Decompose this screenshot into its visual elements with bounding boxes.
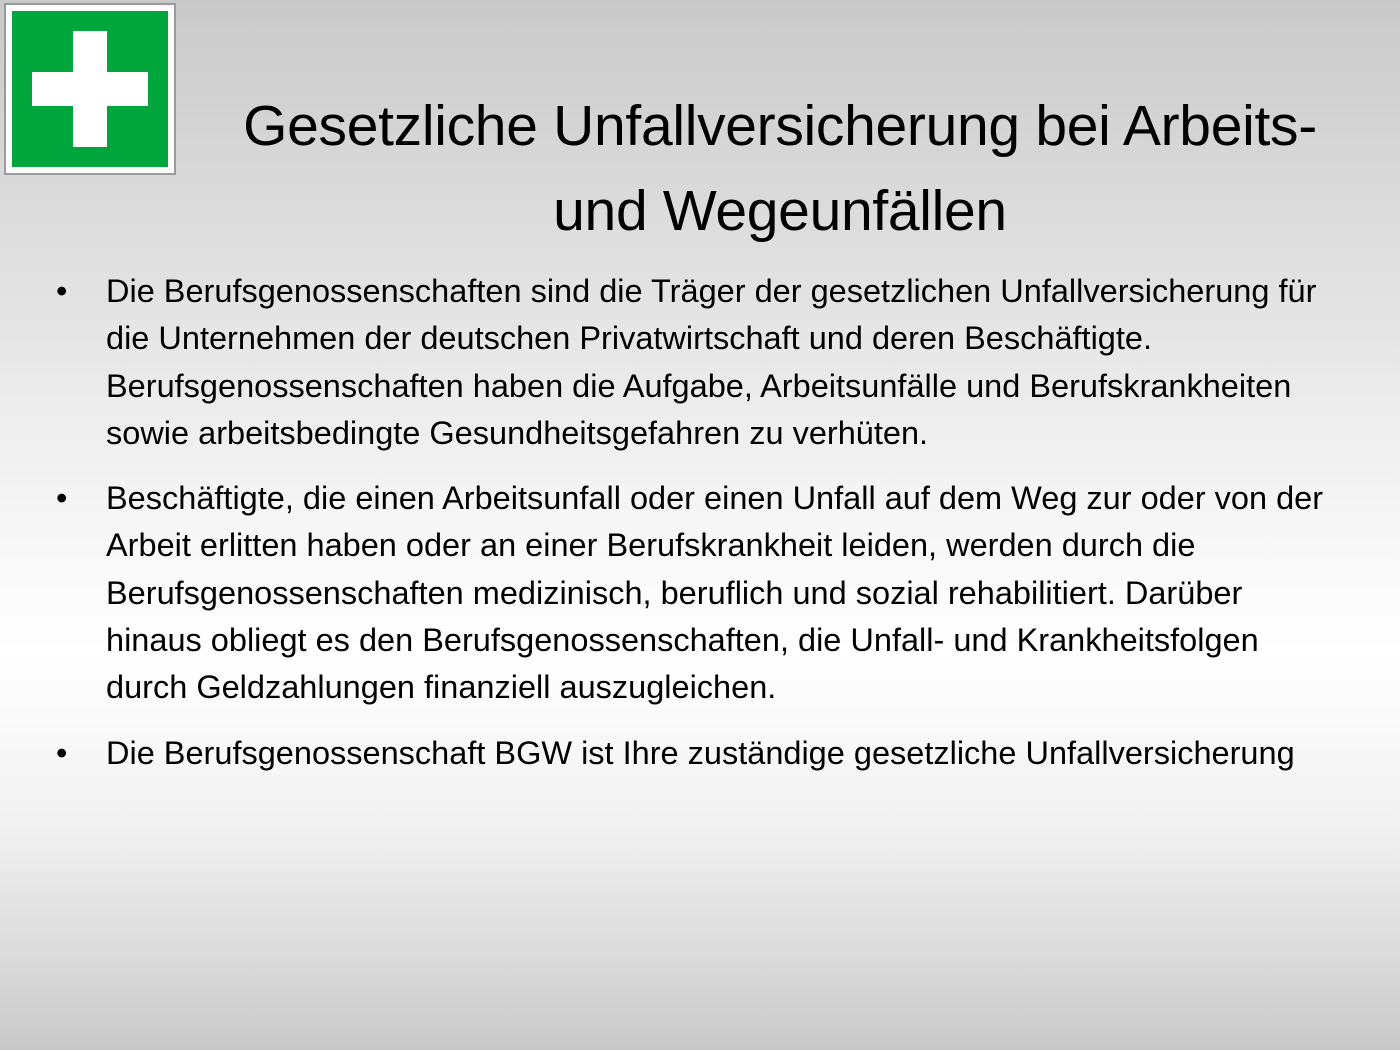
list-item-text: Die Berufsgenossenschaft BGW ist Ihre zuständige gesetzliche Unfallversicherung	[106, 734, 1295, 771]
bullet-marker: •	[56, 273, 68, 309]
bullet-marker: •	[56, 480, 68, 517]
list-item	[40, 475, 1340, 711]
list-item	[40, 730, 1340, 777]
list-item	[40, 268, 1340, 457]
first-aid-green-cross-logo	[4, 3, 176, 175]
list-item-text: Beschäftigte, die einen Arbeitsunfall oder einen Unfall auf dem Weg zur oder von der Arbeit erlitten haben oder an einer Berufskrankheit leiden, werden durch die Berufsgenossenschaften medizinisch, beruflich und sozial rehabilitiert. Darüber hinaus obliegt es den Berufsgenossenschaften, die Unfall- und Krankheitsfolgen durch Geldzahlungen finanziell auszugleichen.	[106, 480, 1324, 706]
slide-title: Gesetzliche Unfallversicherung bei Arbeits- und Wegeunfällen	[243, 94, 1317, 243]
cross-vertical-bar	[73, 31, 107, 146]
list-item-text: Die Berufsgenossenschaften sind die Träger der gesetzlichen Unfallversicherung für die Unternehmen der deutschen Privatwirtschaft und deren Beschäftigte. Berufsgenossenschaften haben die Aufgabe, Arbeitsunfälle und Berufskrankheiten sowie arbeitsbedingte Gesundheitsgefahren zu verhüten.	[106, 273, 1317, 451]
logo-green-field	[12, 11, 168, 167]
slide-body	[40, 268, 1340, 777]
bullet-list	[40, 268, 1340, 777]
bullet-marker: •	[56, 734, 68, 771]
